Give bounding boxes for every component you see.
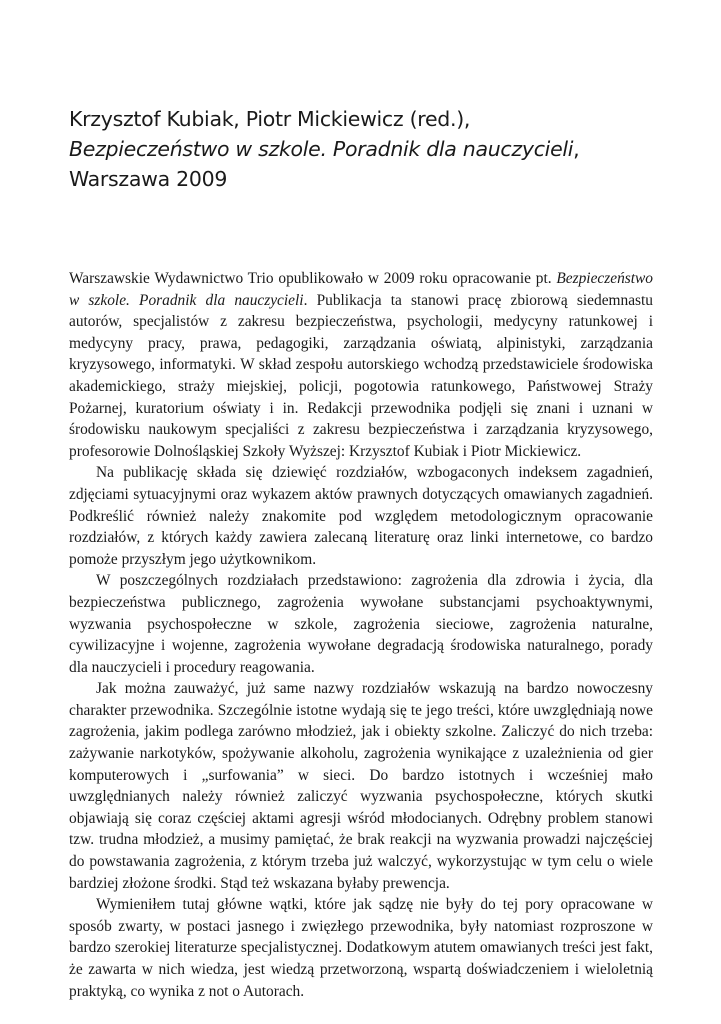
paragraph-1-book-title: Bezpieczeństwo w szkole. Poradnik dla nauczycieli: [69, 270, 653, 309]
heading-authors: Krzysztof Kubiak, Piotr Mickiewicz (red.),: [69, 107, 471, 131]
paragraph-2: Na publikację składa się dziewięć rozdziałów, wzbogaconych indeksem zagadnień, zdjęciami sytuacyjnymi oraz wykazem aktów prawnych dotyczących omawianych zagadnień. Podkreślić również należy znakomite pod względem metodologicznym opracowanie rozdziałów, z których każdy zawiera zalecaną literaturę oraz linki internetowe, co bardzo pomoże przyszłym jego użytkownikom.: [69, 464, 653, 568]
paragraph-5: Wymieniłem tutaj główne wątki, które jak sądzę nie były do tej pory opracowane w sposób zwarty, w postaci jasnego i zwięzłego przewodnika, były natomiast rozproszone w bardzo szerokiej literaturze specjalistycznej. Dodatkowym atutem omawianych treści jest fakt, że zawarta w nich wiedza, jest wiedzą przetworzoną, wspartą doświadczeniem i wieloletnią praktyką, co wynika z not o Autorach.: [69, 896, 653, 1000]
paragraph-1-rest: . Publikacja ta stanowi pracę zbiorową siedemnastu autorów, specjalistów z zakresu bezpieczeństwa, psychologii, medycyny ratunkowej i medycyny pracy, prawa, pedagogiki, zarządzania oświatą, alpinistyki, zarządzania kryzysowego, informatyki. W skład zespołu autorskiego wchodzą przedstawiciele środowiska akademickiego, straży miejskiej, policji, pogotowia ratunkowego, Państwowej Straży Pożarnej, kuratorium oświaty i in. Redakcji przewodnika podjęli się znani i uznani w środowisku naukowym specjaliści z zakresu bezpieczeństwa i zarządzania kryzysowego, profesorowie Dolnośląskiej Szkoły Wyższej: Krzysztof Kubiak i Piotr Mickiewicz.: [69, 291, 654, 460]
paragraph-3: W poszczególnych rozdziałach przedstawiono: zagrożenia dla zdrowia i życia, dla bezpieczeństwa publicznego, zagrożenia wywołane substancjami psychoaktywnymi, wyzwania psychospołeczne w szkole, zagrożenia sieciowe, zagrożenia naturalne, cywilizacyjne i wojenne, zagrożenia wywołane degradacją środowiska naturalnego, porady dla nauczycieli i procedury reagowania.: [69, 572, 653, 676]
paragraph-4: Jak można zauważyć, już same nazwy rozdziałów wskazują na bardzo nowoczesny charakter przewodnika. Szczególnie istotne wydają się te jego treści, które uwzględniają nowe zagrożenia, jakim podlega zarówno młodzież, jak i obiekty szkolne. Zaliczyć do nich trzeba: zażywanie narkotyków, spożywanie alkoholu, zagrożenia wynikające z uzależnienia od gier komputerowych i „surfowania” w sieci. Do bardzo istotnych i wcześniej mało uwzględnianych należy również zaliczyć wyzwania psychospołeczne, których skutki objawiają się coraz częściej aktami agresji wśród młodocianych. Odrębny problem stanowi tzw. trudna młodzież, a musimy pamiętać, że brak reakcji na wyzwania prowadzi najczęściej do powstawania zagrożenia, z którym trzeba już walczyć, wykorzystując w tym celu o wiele bardziej złożone środki. Stąd też wskazana byłaby prewencja.: [69, 680, 653, 892]
review-heading: [69, 104, 669, 194]
heading-title-line: [69, 134, 669, 164]
heading-title-suffix: ,: [573, 137, 580, 161]
review-body: [69, 268, 653, 1002]
paragraph-1: [69, 268, 653, 462]
heading-place-year: Warszawa 2009: [69, 167, 228, 191]
heading-book-title: Bezpieczeństwo w szkole. Poradnik dla nauczycieli: [69, 137, 574, 161]
paragraph-1-intro: Warszawskie Wydawnictwo Trio opublikowało w 2009 roku opracowanie pt.: [69, 270, 557, 287]
